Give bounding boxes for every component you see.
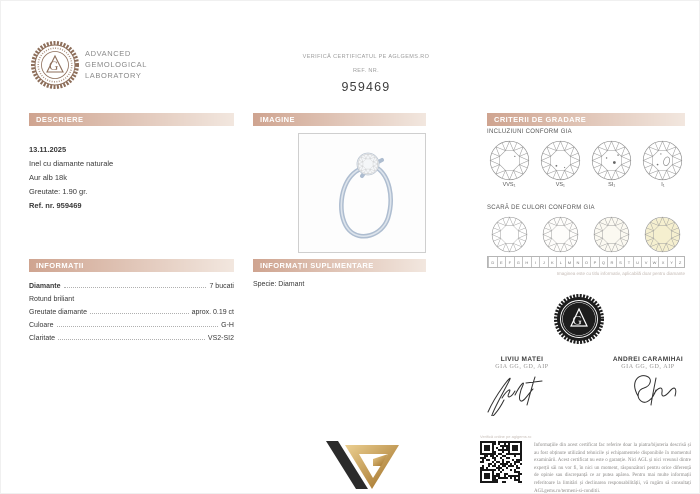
dotted-leader [64, 287, 207, 288]
section-header-criterii: CRITERII DE GRADARE [487, 113, 685, 126]
ref-nr-label: REF. NR. [352, 68, 380, 74]
dotted-leader [57, 326, 219, 327]
section-header-informatii: INFORMAȚII [29, 259, 234, 272]
row-value: G-H [221, 322, 234, 329]
color-grade-letter: X [658, 257, 667, 267]
color-grade-letter: O [582, 257, 591, 267]
row-value: VS2-SI2 [207, 335, 234, 342]
lab-name-line: GEMOLOGICAL [85, 60, 148, 69]
color-grade-letter: S [616, 257, 625, 267]
diamond-plot-icon [591, 140, 632, 181]
color-diamond [487, 216, 531, 253]
clarity-diagram-si1 [590, 140, 634, 188]
monogram-letter: G [49, 58, 59, 73]
signer-name: ANDREI CARAMIHAI [612, 356, 684, 363]
color-diamond-tinted [641, 216, 685, 253]
signer-credentials: GIA GG, GD, AIP [495, 364, 549, 370]
species-text: Specie: Diamant [253, 281, 305, 288]
color-grade-letter: Y [667, 257, 676, 267]
ring-illustration [312, 140, 412, 246]
color-grade-letter: U [633, 257, 642, 267]
signer-name: LIVIU MATEI [500, 356, 544, 363]
qr-caption: Verifică online pe aglgems.ro [480, 434, 532, 439]
diamond-plot-icon [489, 140, 530, 181]
row-label: Diamante [29, 283, 61, 290]
color-grade-letter: F [505, 257, 514, 267]
dotted-leader [90, 313, 189, 314]
brand-v-logo [323, 441, 403, 491]
color-diamond [538, 216, 582, 253]
color-grade-letter: T [624, 257, 633, 267]
diamond-plot-icon [642, 140, 683, 181]
signer-credentials: GIA GG, GD, AIP [621, 364, 675, 370]
row-value: 7 bucati [209, 283, 234, 290]
row-label: Greutate diamante [29, 309, 87, 316]
inclusions-label: INCLUZIUNI CONFORM GIA [487, 129, 572, 135]
lab-name [85, 48, 147, 81]
lab-name-line: LABORATORY [85, 71, 142, 80]
color-grade-letter: L [556, 257, 565, 267]
color-grade-letter: W [650, 257, 659, 267]
description-line: Aur alb 18k [29, 173, 67, 182]
ref-number: 959469 [341, 80, 391, 94]
color-grade-letter: I [531, 257, 540, 267]
agl-seal-logo [29, 39, 81, 91]
handwritten-signature [482, 372, 562, 416]
clarity-grade-label: I₁ [661, 182, 665, 188]
disclaimer-text: Informațiile din acest certificat fac referire doar la piatra/bijuteria descrisă și au fost obținute utilizând tehnicile și echipamentele disponibile în momentul examinării. Acest certificat nu este o garanție. Nici AGL și nici vreunul dintre experții săi nu vor fi, în nici un moment, răspunzători pentru orice diferență de opinie sau discrepanță ce ar putea apărea. Pentru mai multe informații referitoare la limitări și declinarea responsabilității, vă rugăm să consultați AGLgems.ro/termeni-si-conditii. [534, 443, 691, 494]
section-header-descriere: DESCRIERE [29, 113, 234, 126]
table-row [29, 316, 234, 329]
description-line: Greutate: 1.90 gr. [29, 187, 88, 196]
section-header-imagine: IMAGINE [253, 113, 426, 126]
color-grade-letter: J [539, 257, 548, 267]
description-line: Inel cu diamante naturale [29, 159, 114, 168]
table-row [29, 290, 234, 303]
color-grade-letter: E [497, 257, 506, 267]
row-label: Claritate [29, 335, 56, 342]
lab-name-line: ADVANCED [85, 49, 131, 58]
clarity-grade-label: VS₁ [555, 182, 565, 188]
verify-certificate-text: VERIFICĂ CERTIFICATUL PE AGLGEMS.RO [302, 54, 430, 60]
color-grade-letter: P [590, 257, 599, 267]
color-grade-letter: R [607, 257, 616, 267]
color-grade-letter: Q [599, 257, 608, 267]
ring-photo [298, 133, 426, 253]
row-label: Rotund briliant [29, 296, 75, 303]
color-scale-label: SCARĂ DE CULORI CONFORM GIA [487, 205, 595, 211]
color-grade-letter: D [488, 257, 497, 267]
row-value: aprox. 0.19 ct [191, 309, 234, 316]
qr-code [480, 441, 522, 483]
color-grade-ruler [487, 256, 685, 268]
qr-block [480, 434, 532, 483]
color-grade-letter: V [641, 257, 650, 267]
clarity-diagram-i1 [641, 140, 685, 188]
clarity-diagrams [487, 140, 685, 188]
color-grade-letter: K [548, 257, 557, 267]
clarity-diagram-vvs1 [487, 140, 531, 188]
diamond-plot-icon [540, 140, 581, 181]
info-table [29, 277, 234, 342]
description-block [29, 143, 234, 213]
clarity-diagram-vs1 [538, 140, 582, 188]
certificate-date: 13.11.2025 [29, 145, 67, 154]
color-grade-letter: H [522, 257, 531, 267]
color-diagrams [487, 216, 685, 253]
clarity-grade-label: SI₁ [608, 182, 616, 188]
row-label: Culoare [29, 322, 54, 329]
color-grade-letter: Z [675, 257, 684, 267]
dotted-leader [58, 339, 205, 340]
handwritten-signature [608, 372, 688, 412]
signature-block-right [593, 356, 700, 417]
color-diamond [590, 216, 634, 253]
color-grade-letter: G [514, 257, 523, 267]
seal-monogram-letter: G [572, 312, 582, 328]
embossed-seal [552, 292, 606, 346]
table-row [29, 277, 234, 290]
scale-footnote: Imaginea este cu titlu informativ, aplicabilă doar pentru diamante [556, 271, 685, 276]
color-grade-letter: M [565, 257, 574, 267]
section-header-suplimentare: INFORMAȚII SUPLIMENTARE [253, 259, 426, 272]
table-row [29, 303, 234, 316]
table-row [29, 329, 234, 342]
signature-block-left [467, 356, 577, 421]
clarity-grade-label: VVS₁ [502, 182, 516, 188]
description-ref: Ref. nr. 959469 [29, 201, 82, 210]
color-grade-letter: N [573, 257, 582, 267]
